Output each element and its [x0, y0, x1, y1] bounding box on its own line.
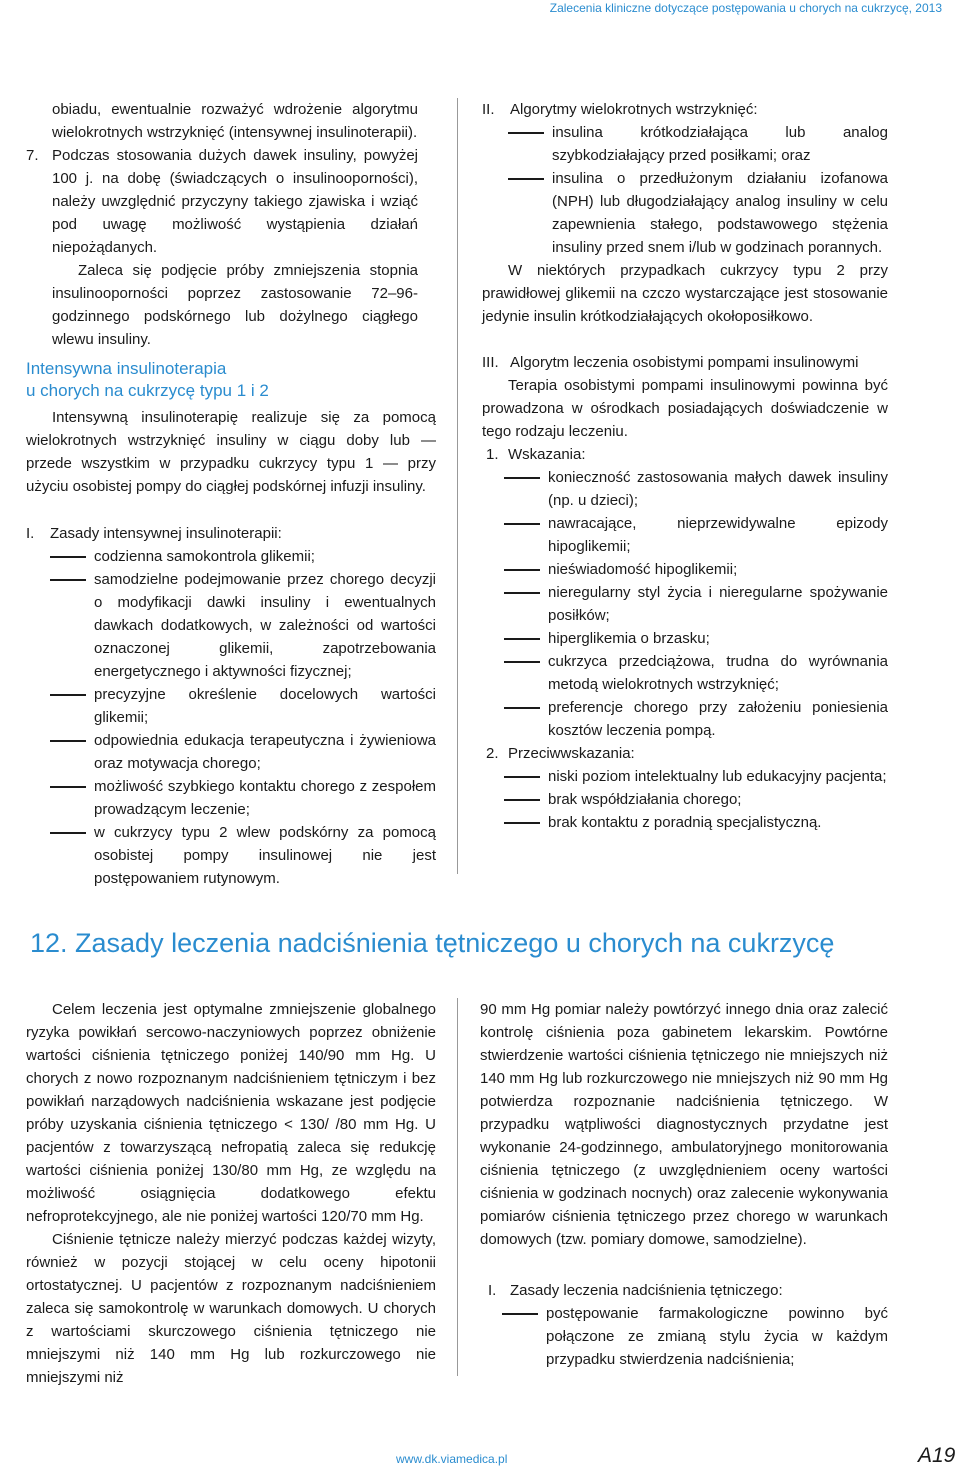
- list-item: [504, 466, 888, 512]
- dash-marker: [504, 776, 540, 778]
- roman-heading-3: [482, 351, 888, 374]
- dash-marker: [504, 661, 540, 663]
- list-item-text: insulina krótkodziałająca lub analog szybkodziałający przed posiłkami; oraz: [552, 124, 888, 164]
- list-item: [50, 821, 436, 890]
- paragraph-terapia: Terapia osobistymi pompami insulinowymi powinna być prowadzona w ośrodkach posiadających doświadczenie w tego rodzaju leczeniu.: [482, 377, 888, 440]
- item-number: 7.: [26, 147, 39, 164]
- list-item-text: odpowiednia edukacja terapeutyczna i żywieniowa oraz motywacja chorego;: [94, 732, 436, 772]
- dash-marker: [504, 638, 540, 640]
- list-item: [504, 581, 888, 627]
- page-number: A19: [918, 1444, 956, 1467]
- dash-marker: [504, 707, 540, 709]
- dash-marker: [50, 556, 86, 558]
- list-item: [504, 765, 888, 788]
- paragraph-niektorych: W niektórych przypadkach cukrzycy typu 2 przy prawidłowej glikemii na czczo wystarczające jest stosowanie jedynie insulin krótkodziałających okołoposiłkowo.: [482, 262, 888, 325]
- section-title-line-2: u chorych na cukrzycę typu 1 i 2: [26, 381, 269, 400]
- dash-marker: [504, 799, 540, 801]
- list-item-text: samodzielne podejmowanie przez chorego decyzji o modyfikacji dawki insuliny i ewentualnych dawkach dodatkowych, w zależności od wartości oznaczonej glikemii, zapotrzebowania energetycznego i aktywności fizycznej;: [94, 571, 436, 680]
- list-item-text: postępowanie farmakologiczne powinno być połączone ze zmianą stylu życia w każdym przypadku stwierdzenia nadciśnienia;: [546, 1305, 888, 1368]
- dash-marker: [50, 786, 86, 788]
- sub-heading-2: [486, 742, 888, 765]
- sub-heading-1: [486, 443, 888, 466]
- intro-paragraph: Intensywną insulinoterapię realizuje się za pomocą wielokrotnych wstrzyknięć insuliny w ciągu doby lub — przede wszystkim w przypadku cukrzycy typu 1 — przy użyciu osobistej pompy do ciągłej podskórnej infuzji insuliny.: [26, 409, 436, 495]
- section-title: [26, 358, 436, 402]
- column-divider: [457, 98, 458, 874]
- list-item: [50, 683, 436, 729]
- roman-heading-text: Zasady leczenia nadciśnienia tętniczego:: [510, 1282, 783, 1299]
- section-12-left-column: [26, 998, 436, 1389]
- paragraph-zaleca: Zaleca się podjęcie próby zmniejszenia stopnia insulinooporności poprzez zastosowanie 72–96-godzinnego podskórnego lub dożylnego ciągłego wlewu insuliny.: [52, 262, 418, 348]
- list-item: [50, 729, 436, 775]
- list-item-text: brak współdziałania chorego;: [548, 791, 742, 808]
- roman-numeral: III.: [482, 354, 499, 371]
- list-item-text: w cukrzycy typu 2 wlew podskórny za pomocą osobistej pompy insulinowej nie jest postępowaniem rutynowym.: [94, 824, 436, 887]
- list-item: [508, 121, 888, 167]
- dash-marker: [50, 740, 86, 742]
- sub-number: 2.: [486, 745, 499, 762]
- running-header: Zalecenia kliniczne dotyczące postępowania u chorych na cukrzycę, 2013: [549, 1, 942, 15]
- dash-marker: [502, 1313, 538, 1315]
- list-item: [504, 512, 888, 558]
- paragraph-celem: Celem leczenia jest optymalne zmniejszenie globalnego ryzyka powikłań sercowo-naczyniowych poprzez obniżenie wartości ciśnienia tętniczego poniżej 140/90 mm Hg. U chorych z nowo rozpoznanym nadciśnieniem tętniczym i bez powikłań narządowych nadciśnienia wskazane jest podjęcie próby uzyskania ciśnienia tętniczego < 130/ /80 mm Hg. U pacjentów z towarzyszącą nefropatią zaleca się redukcję wartości ciśnienia poniżej 130/80 mm Hg, ze względu na możliwość osiągnięcia dodatkowego efektu nefroprotekcyjnego, ale nie poniżej wartości 120/70 mm Hg.: [26, 1001, 436, 1225]
- left-column-section: [26, 358, 436, 890]
- dash-marker: [508, 178, 544, 180]
- list-item-text: hiperglikemia o brzasku;: [548, 630, 710, 647]
- roman-heading-text: Algorytm leczenia osobistymi pompami insulinowymi: [510, 354, 859, 371]
- item-text: Podczas stosowania dużych dawek insuliny, powyżej 100 j. na dobę (świadczących o insulinooporności), należy uwzględnić przyczyny takiego zjawiska i wziąć pod uwagę możliwość wystąpienia działań niepożądanych.: [52, 147, 418, 256]
- list-item-text: niski poziom intelektualny lub edukacyjny pacjenta;: [548, 768, 887, 785]
- dash-marker: [50, 694, 86, 696]
- list-item-text: konieczność zastosowania małych dawek insuliny (np. u dzieci);: [548, 469, 888, 509]
- footer-url[interactable]: www.dk.viamedica.pl: [396, 1452, 508, 1466]
- roman-numeral: I.: [26, 525, 35, 542]
- sub-heading-text: Przeciwwskazania:: [508, 745, 635, 762]
- section-12-title: 12. Zasady leczenia nadciśnienia tętniczego u chorych na cukrzycę: [30, 928, 835, 958]
- roman-heading-2: [482, 98, 888, 121]
- list-item: [504, 696, 888, 742]
- roman-heading-text: Algorytmy wielokrotnych wstrzyknięć:: [510, 101, 758, 118]
- roman-numeral: II.: [482, 101, 495, 118]
- dash-marker: [504, 523, 540, 525]
- list-item: [502, 1302, 888, 1371]
- paragraph-cisnienie: Ciśnienie tętnicze należy mierzyć podczas każdej wizyty, również w pozycji stojącej w celu oceny hipotonii ortostatycznej. U pacjentów z rozpoznanym nadciśnieniem zaleca się samokontrolę w warunkach domowych. U chorych z wartościami skurczowego ciśnienia tętniczego nie mniejszymi niż 140 mm Hg lub rozkurczowego nie mniejszymi niż: [26, 1231, 436, 1386]
- list-item-text: brak kontaktu z poradnią specjalistyczną.: [548, 814, 822, 831]
- list-item: [504, 650, 888, 696]
- list-item-text: precyzyjne określenie docelowych wartości glikemii;: [94, 686, 436, 726]
- dash-marker: [50, 579, 86, 581]
- dash-marker: [504, 477, 540, 479]
- list-item: [508, 167, 888, 259]
- dash-marker: [504, 569, 540, 571]
- list-item-text: preferencje chorego przy założeniu poniesienia kosztów leczenia pompą.: [548, 699, 888, 739]
- sub-number: 1.: [486, 446, 499, 463]
- column-divider: [457, 998, 458, 1376]
- dash-marker: [50, 832, 86, 834]
- paragraph-continued: 90 mm Hg pomiar należy powtórzyć innego dnia oraz zalecić kontrolę ciśnienia poza gabinetem lekarskim. Powtórne stwierdzenie wartości ciśnienia tętniczego nie mniejszych niż 140 mm Hg lub rozkurczowego nie mniejszych niż 90 mm Hg potwierdza rozpoznanie nadciśnienia tętniczego. W przypadku wątpliwości diagnostycznych przydatne jest wykonanie 24-godzinnego, ambulatoryjnego monitorowania ciśnienia tętniczego (z uwzględnieniem oceny wartości ciśnienia w godzinach nocnych) oraz zalecenie wykonywania pomiarów ciśnienia tętniczego przez chorego w warunkach domowych (tzw. pomiary domowe, samodzielne).: [480, 1001, 888, 1248]
- list-item-text: codzienna samokontrola glikemii;: [94, 548, 315, 565]
- section-12-right-column: [480, 998, 888, 1371]
- roman-heading-s12: [488, 1279, 888, 1302]
- list-item-text: nieświadomość hipoglikemii;: [548, 561, 738, 578]
- list-item: [504, 811, 888, 834]
- section-title-line-1: Intensywna insulinoterapia: [26, 359, 227, 378]
- list-item: [50, 775, 436, 821]
- list-item: [504, 627, 888, 650]
- list-item: [50, 545, 436, 568]
- list-item-text: insulina o przedłużonym działaniu izofanowa (NPH) lub długodziałający analog insuliny w celu zapewnienia stałego, podstawowego stężenia insuliny przed snem i/lub w godzinach porannych.: [552, 170, 888, 256]
- left-column: [26, 98, 418, 351]
- list-item: [504, 788, 888, 811]
- list-item: [50, 568, 436, 683]
- list-item-text: nawracające, nieprzewidywalne epizody hipoglikemii;: [548, 515, 888, 555]
- list-item: [504, 558, 888, 581]
- list-item-text: nieregularny styl życia i nieregularne spożywanie posiłków;: [548, 584, 888, 624]
- right-column: [482, 98, 888, 834]
- continued-paragraph: obiadu, ewentualnie rozważyć wdrożenie algorytmu wielokrotnych wstrzyknięć (intensywnej insulinoterapii).: [52, 101, 418, 141]
- roman-heading-text: Zasady intensywnej insulinoterapii:: [50, 525, 282, 542]
- dash-marker: [504, 592, 540, 594]
- roman-heading-1: [26, 522, 436, 545]
- list-item-text: cukrzyca przedciążowa, trudna do wyrównania metodą wielokrotnych wstrzyknięć;: [548, 653, 888, 693]
- dash-marker: [504, 822, 540, 824]
- sub-heading-text: Wskazania:: [508, 446, 586, 463]
- dash-marker: [508, 132, 544, 134]
- list-item-7: [26, 144, 418, 259]
- roman-numeral: I.: [488, 1282, 497, 1299]
- list-item-text: możliwość szybkiego kontaktu chorego z zespołem prowadzącym leczenie;: [94, 778, 436, 818]
